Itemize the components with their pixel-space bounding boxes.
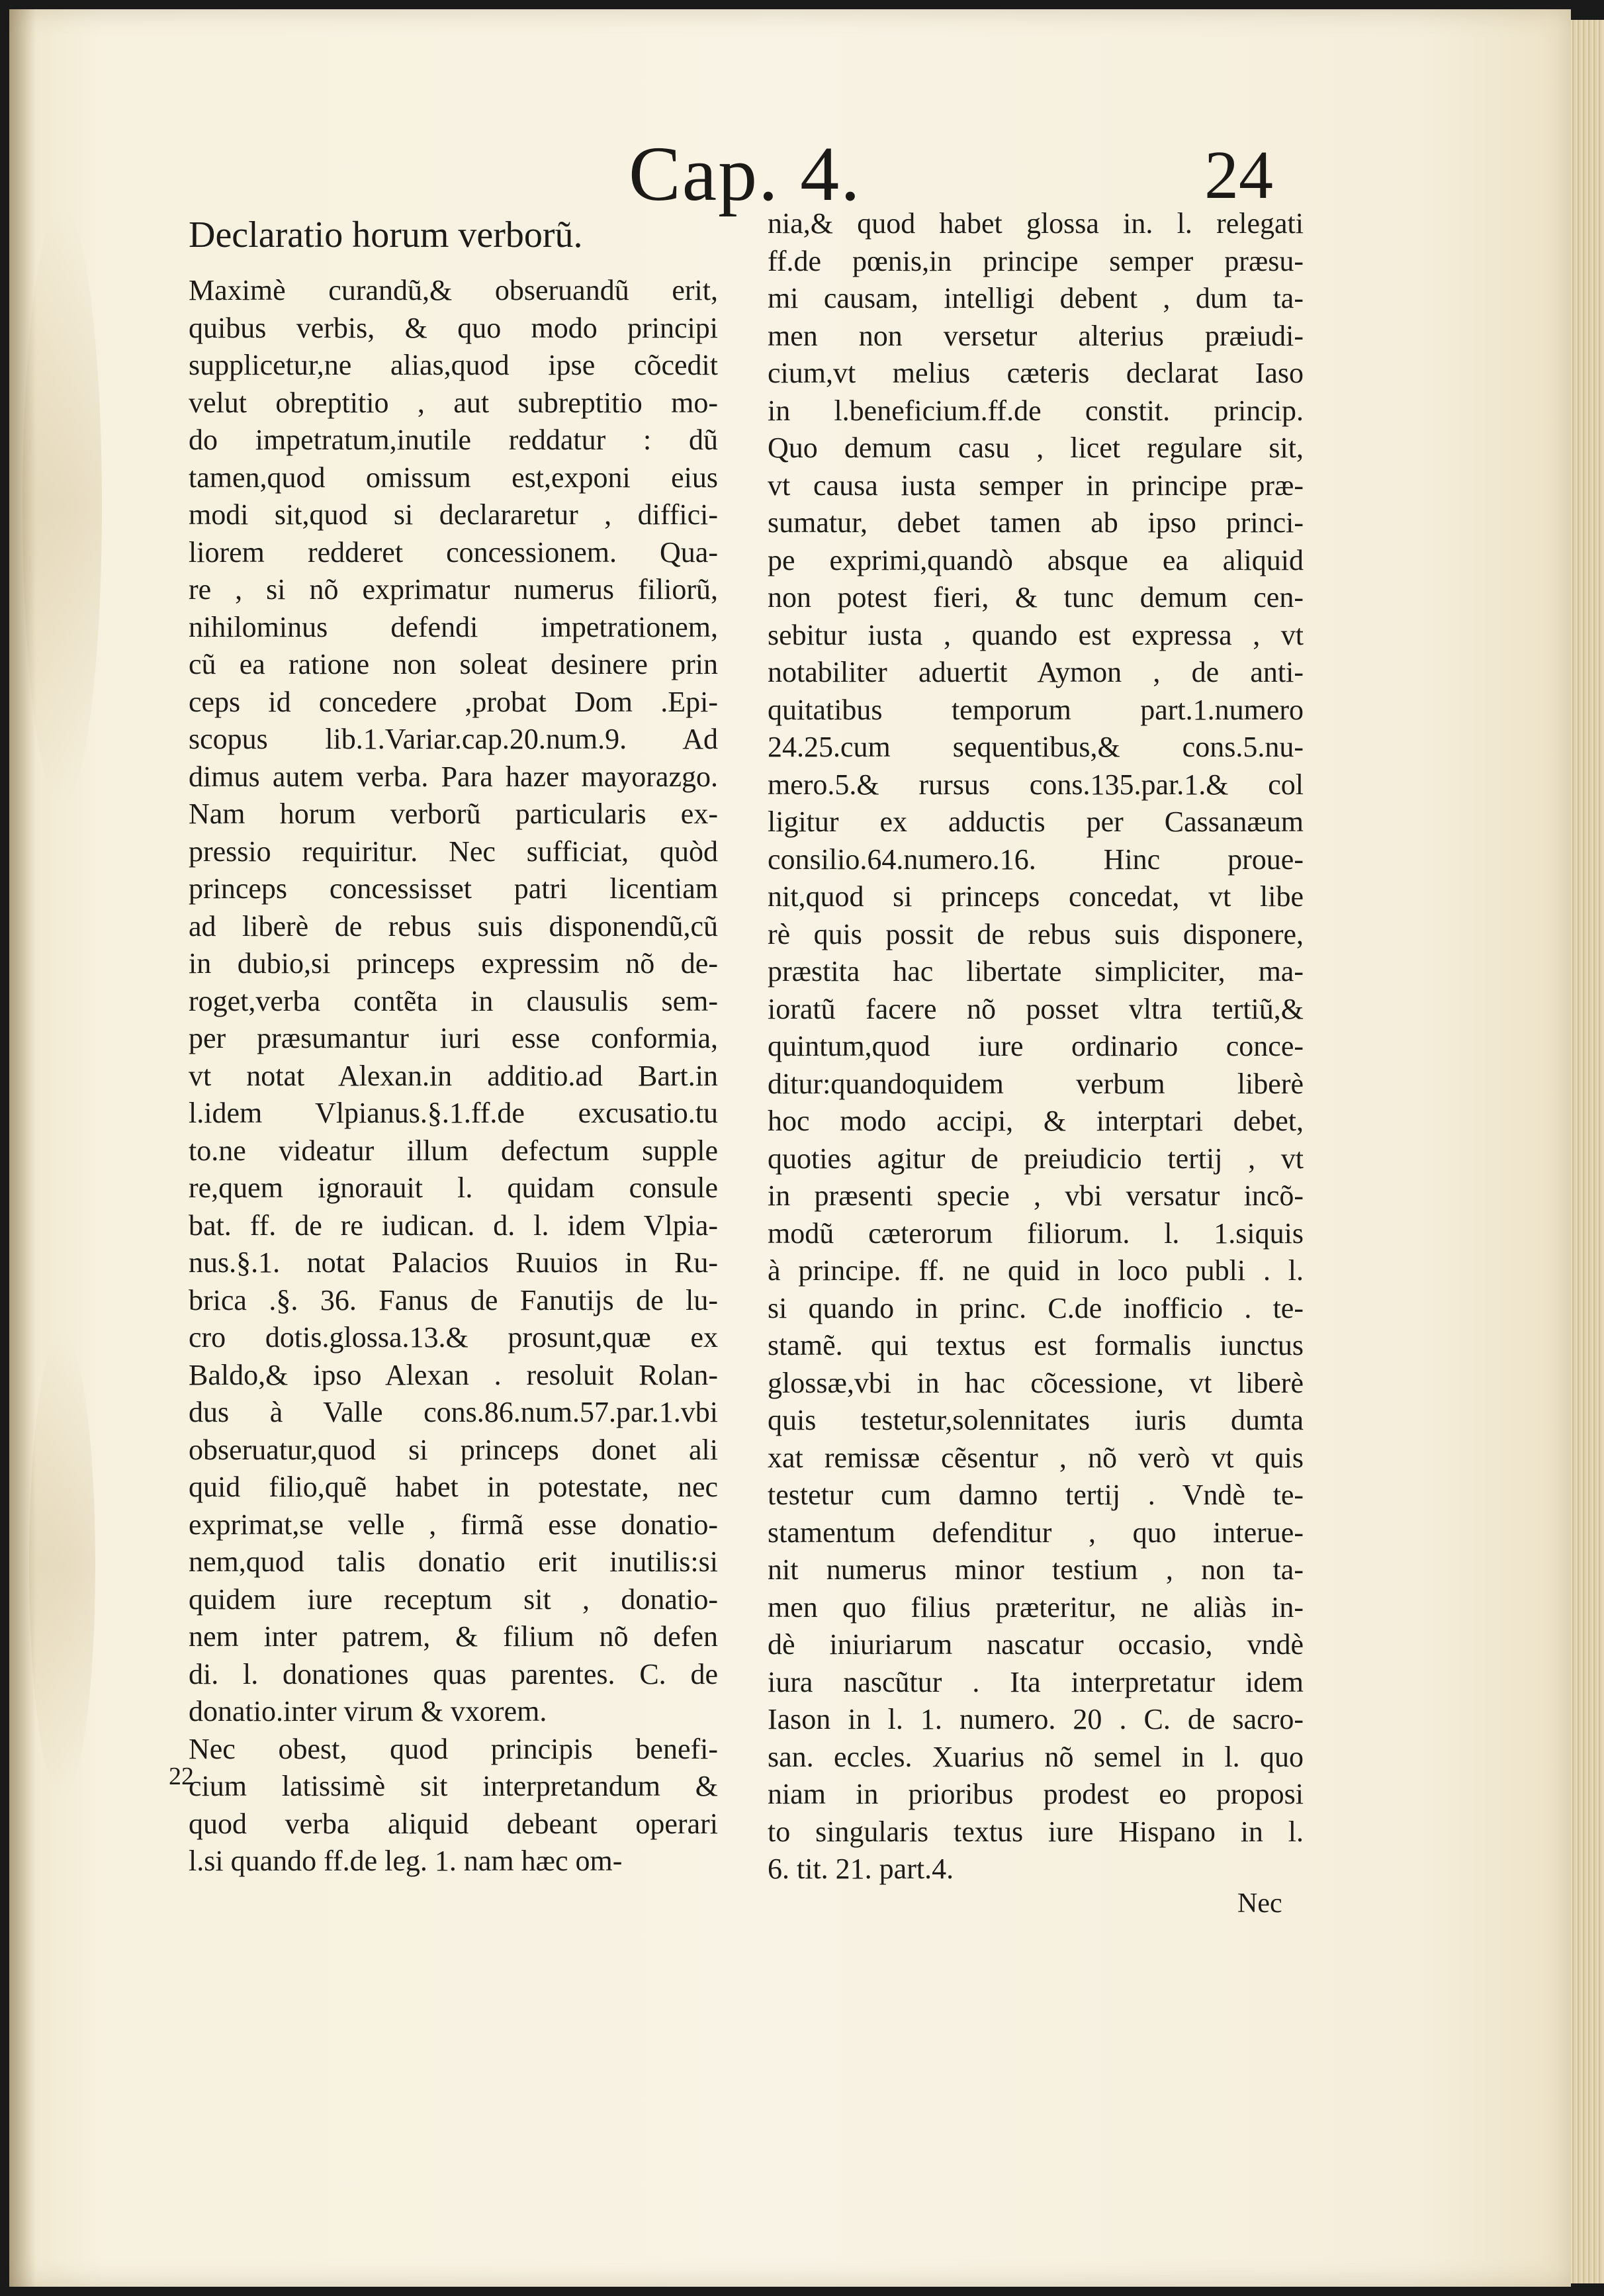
text-line: brica .§. 36. Fanus de Fanutijs de lu-: [189, 1283, 718, 1316]
text-line: men non versetur alterius præiudi-: [768, 319, 1304, 352]
text-line: nihilominus defendi impetrationem,: [189, 610, 718, 643]
text-line: dus à Valle cons.86.num.57.par.1.vbi: [189, 1396, 718, 1428]
text-line: nia,& quod habet glossa in. l. relegati: [768, 207, 1304, 240]
marginal-number: 22: [169, 1763, 194, 1790]
text-line: pressio requiritur. Nec sufficiat, quòd: [189, 835, 718, 868]
paper-stain: [22, 208, 102, 804]
text-line: men quo filius præteritur, ne aliàs in-: [768, 1590, 1304, 1624]
text-line: ligitur ex adductis per Cassanæum: [768, 805, 1304, 838]
text-line: sumatur, debet tamen ab ipso princi-: [768, 506, 1304, 539]
text-line: cium,vt melius cæteris declarat Iaso: [768, 357, 1304, 389]
text-line: consilio.64.numero.16. Hinc proue-: [768, 843, 1304, 876]
text-line: vt causa iusta semper in principe præ-: [768, 469, 1304, 502]
text-line: quintum,quod iure ordinario conce-: [768, 1030, 1304, 1062]
paper-stain: [29, 1333, 95, 1796]
text-line: quitatibus temporum part.1.numero: [768, 693, 1304, 726]
text-line: quoties agitur de preiudicio tertij , vt: [768, 1142, 1304, 1175]
text-line: dè iniuriarum nascatur occasio, vndè: [768, 1628, 1304, 1661]
text-line: to.ne videatur illum defectum supple: [189, 1134, 718, 1167]
text-line: Baldo,& ipso Alexan . resoluit Rolan-: [189, 1358, 718, 1391]
text-line: in dubio,si princeps expressim nõ de-: [189, 947, 718, 980]
text-line: testetur cum damno tertij . Vndè te-: [768, 1479, 1304, 1511]
text-line: Iason in l. 1. numero. 20 . C. de sacro-: [768, 1703, 1304, 1735]
text-line: hoc modo accipi, & interptari debet,: [768, 1105, 1304, 1137]
text-line: ditur:quandoquidem verbum liberè: [768, 1067, 1304, 1100]
text-line: mero.5.& rursus cons.135.par.1.& col: [768, 768, 1304, 801]
page-number: 24: [1204, 137, 1273, 213]
text-line: obseruatur,quod si princeps donet ali: [189, 1433, 718, 1466]
text-line: to singularis textus iure Hispano in l.: [768, 1815, 1304, 1848]
text-line: pe exprimi,quandò absque ea aliquid: [768, 543, 1304, 576]
text-line: quod verba aliquid debeant operari: [189, 1807, 718, 1840]
text-line: stamẽ. qui textus est formalis iunctus: [768, 1329, 1304, 1361]
text-line: nus.§.1. notat Palacios Ruuios in Ru-: [189, 1246, 718, 1279]
text-line: l.idem Vlpianus.§.1.ff.de excusatio.tu: [189, 1097, 718, 1129]
text-line: iura nascũtur . Ita interpretatur idem: [768, 1665, 1304, 1698]
text-line: scopus lib.1.Variar.cap.20.num.9. Ad: [189, 723, 718, 755]
text-line: xat remissæ cẽsentur , nõ verò vt quis: [768, 1441, 1304, 1474]
text-line: tamen,quod omissum est,exponi eius: [189, 461, 718, 494]
text-line: nit numerus minor testium , non ta-: [768, 1553, 1304, 1586]
text-line: cium latissimè sit interpretandum &: [189, 1770, 718, 1802]
text-line: stamentum defenditur , quo interue-: [768, 1516, 1304, 1549]
text-line: Maximè curandũ,& obseruandũ erit,: [189, 274, 718, 306]
text-line: quibus verbis, & quo modo principi: [189, 311, 718, 344]
text-line: 6. tit. 21. part.4.: [768, 1853, 954, 1885]
text-line: notabiliter aduertit Aymon , de anti-: [768, 656, 1304, 688]
text-line: ioratũ facere nõ posset vltra tertiũ,&: [768, 992, 1304, 1025]
text-line: rè quis possit de rebus suis disponere,: [768, 917, 1304, 950]
text-line: exprimat,se velle , firmã esse donatio-: [189, 1508, 718, 1541]
text-line: liorem redderet concessionem. Qua-: [189, 535, 718, 569]
left-column-lines: [189, 272, 718, 1880]
text-line: Nam horum verborũ particularis ex-: [189, 798, 718, 830]
text-line: velut obreptitio , aut subreptitio mo-: [189, 386, 718, 419]
text-line: ceps id concedere ,probat Dom .Epi-: [189, 685, 718, 718]
text-line: cro dotis.glossa.13.& prosunt,quæ ex: [189, 1321, 718, 1354]
left-text-column: [189, 208, 718, 1880]
text-line: à principe. ff. ne quid in loco publi . l.: [768, 1254, 1304, 1287]
right-text-column: [768, 205, 1304, 1888]
text-line: supplicetur,ne alias,quod ipse cõcedit: [189, 349, 718, 381]
text-line: niam in prioribus prodest eo proposi: [768, 1778, 1304, 1810]
text-line: cũ ea ratione non soleat desinere prin: [189, 648, 718, 680]
text-line: bat. ff. de re iudican. d. l. idem Vlpia-: [189, 1209, 718, 1242]
text-line: re , si nõ exprimatur numerus filiorũ,: [189, 573, 718, 606]
text-line: præstita hac libertate simpliciter, ma-: [768, 955, 1304, 987]
text-line: san. eccles. Xuarius nõ semel in l. quo: [768, 1740, 1304, 1773]
right-column-lines: [768, 205, 1304, 1888]
text-line: modũ cæterorum filiorum. l. 1.siquis: [768, 1217, 1304, 1250]
text-line: in præsenti specie , vbi versatur incõ-: [768, 1179, 1304, 1212]
text-line: quidem iure receptum sit , donatio-: [189, 1583, 718, 1616]
text-line: 24.25.cum sequentibus,& cons.5.nu-: [768, 731, 1304, 763]
text-line: quid filio,quẽ habet in potestate, nec: [189, 1471, 718, 1503]
text-line: vt notat Alexan.in additio.ad Bart.in: [189, 1059, 718, 1092]
text-line: nem inter patrem, & filium nõ defen: [189, 1620, 718, 1653]
text-line: non potest fieri, & tunc demum cen-: [768, 581, 1304, 614]
text-line: Nec obest, quod principis benefi-: [189, 1732, 718, 1765]
text-line: roget,verba contẽta in clausulis sem-: [189, 984, 718, 1017]
text-line: donatio.inter virum & vxorem.: [189, 1695, 547, 1727]
text-line: mi causam, intelligi debent , dum ta-: [768, 282, 1304, 314]
text-line: nit,quod si princeps concedat, vt libe: [768, 880, 1304, 913]
catchword: Nec: [1237, 1888, 1282, 1919]
text-line: ff.de pœnis,in principe semper præsu-: [768, 244, 1304, 277]
chapter-heading: Cap. 4.: [629, 130, 862, 217]
text-line: si quando in princ. C.de inofficio . te-: [768, 1291, 1304, 1324]
text-line: nem,quod talis donatio erit inutilis:si: [189, 1545, 718, 1578]
text-line: ad liberè de rebus suis disponendũ,cũ: [189, 909, 718, 942]
text-line: do impetratum,inutile reddatur : dũ: [189, 424, 718, 456]
text-line: di. l. donationes quas parentes. C. de: [189, 1657, 718, 1690]
text-line: sebitur iusta , quando est expressa , vt: [768, 618, 1304, 651]
text-line: re,quem ignorauit l. quidam consule: [189, 1171, 718, 1204]
text-line: quis testetur,solennitates iuris dumta: [768, 1404, 1304, 1436]
text-line: princeps concessisset patri licentiam: [189, 872, 718, 905]
text-line: glossæ,vbi in hac cõcessione, vt liberè: [768, 1366, 1304, 1399]
text-line: modi sit,quod si declararetur , diffici-: [189, 498, 718, 531]
text-line: dimus autem verba. Para hazer mayorazgo.: [189, 760, 718, 793]
text-line: per præsumantur iuri esse conformia,: [189, 1022, 718, 1054]
text-line: in l.beneficium.ff.de constit. princip.: [768, 394, 1304, 427]
text-line: Quo demum casu , licet regulare sit,: [768, 432, 1304, 464]
text-line: l.si quando ff.de leg. 1. nam hæc om-: [189, 1845, 623, 1877]
section-heading: Declaratio horum verborũ.: [189, 214, 583, 255]
